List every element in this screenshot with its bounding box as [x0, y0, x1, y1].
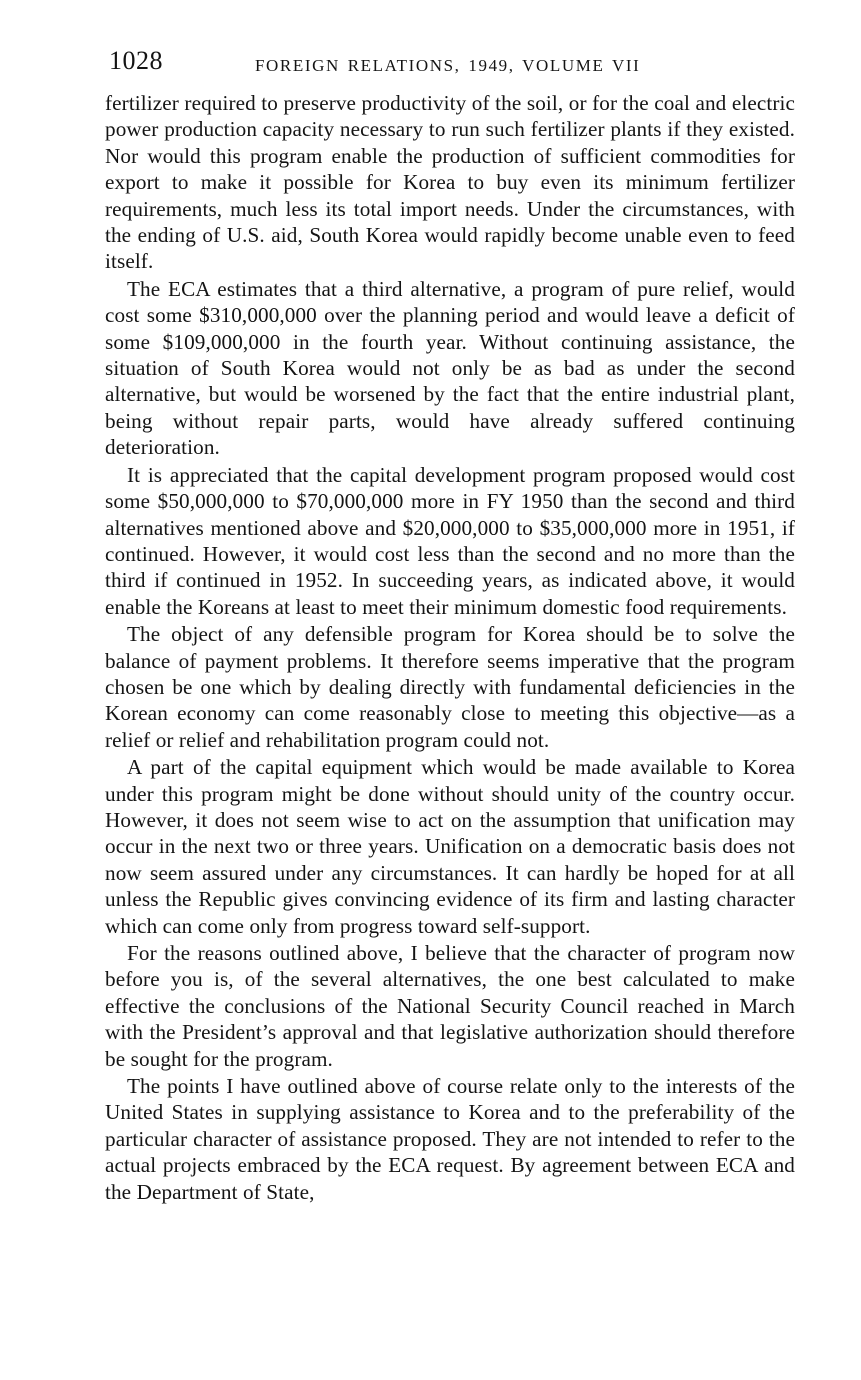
paragraph-capital-development-cost: It is appreciated that the capital development program proposed would cost some $50,000,000 to $70,000,000 more in FY 1950 than the second and third alternatives mentioned above and $20,000,000 to $35,000,000 more in 1951, if continued. However, it would cost less than the second and no more than the third if continued in 1952. In succeeding years, as indicated above, it would enable the Koreans at least to meet their minimum domestic food requirements. [105, 462, 795, 619]
page-header [105, 46, 795, 90]
paragraph-conclusion: For the reasons outlined above, I believe that the character of program now before you is, of the several alternatives, the one best calculated to make effective the conclusions of the National Security Council reached in March with the President’s approval and that legislative authorization should therefore be sought for the program. [105, 941, 795, 1071]
paragraph-program-objective: The object of any defensible program for Korea should be to solve the balance of payment problems. It therefore seems imperative that the program chosen be one which by dealing directly with fundamental deficiencies in the Korean economy can come reasonably close to meeting this objective—as a relief or relief and rehabilitation program could not. [105, 622, 795, 752]
document-page [105, 46, 795, 1205]
paragraph-continued: fertilizer required to preserve productivity of the soil, or for the coal and electric power production capacity necessary to run such fertilizer plants if they existed. Nor would this program enable the production of sufficient commodities for export to make it possible for Korea to buy even its minimum fertilizer requirements, much less its total import needs. Under the circumstances, with the ending of U.S. aid, South Korea would rapidly become unable even to feed itself. [105, 91, 795, 274]
paragraph-pure-relief: The ECA estimates that a third alternative, a program of pure relief, would cost some $310,000,000 over the planning period and would leave a deficit of some $109,000,000 in the fourth year. Without continuing assistance, the situation of South Korea would not only be as bad as under the second alternative, but would be worsened by the fact that the entire industrial plant, being without repair parts, would have already suffered continuing deterioration. [105, 276, 795, 460]
running-title: FOREIGN RELATIONS, 1949, VOLUME VII [255, 56, 641, 75]
body-text [105, 90, 795, 1205]
page-number: 1028 [109, 46, 163, 75]
paragraph-unification: A part of the capital equipment which would be made available to Korea under this program might be done without should unity of the country occur. However, it does not seem wise to act on the assumption that unification may occur in the next two or three years. Unification on a democratic basis does not now seem assured under any circumstances. It can hardly be hoped for at all unless the Republic gives convincing evidence of its firm and lasting character which can come only from progress toward self-support. [105, 755, 795, 938]
paragraph-scope: The points I have outlined above of course relate only to the interests of the United States in supplying assistance to Korea and to the preferability of the particular character of assistance proposed. They are not intended to refer to the actual projects embraced by the ECA request. By agreement between ECA and the Department of State, [105, 1074, 795, 1204]
